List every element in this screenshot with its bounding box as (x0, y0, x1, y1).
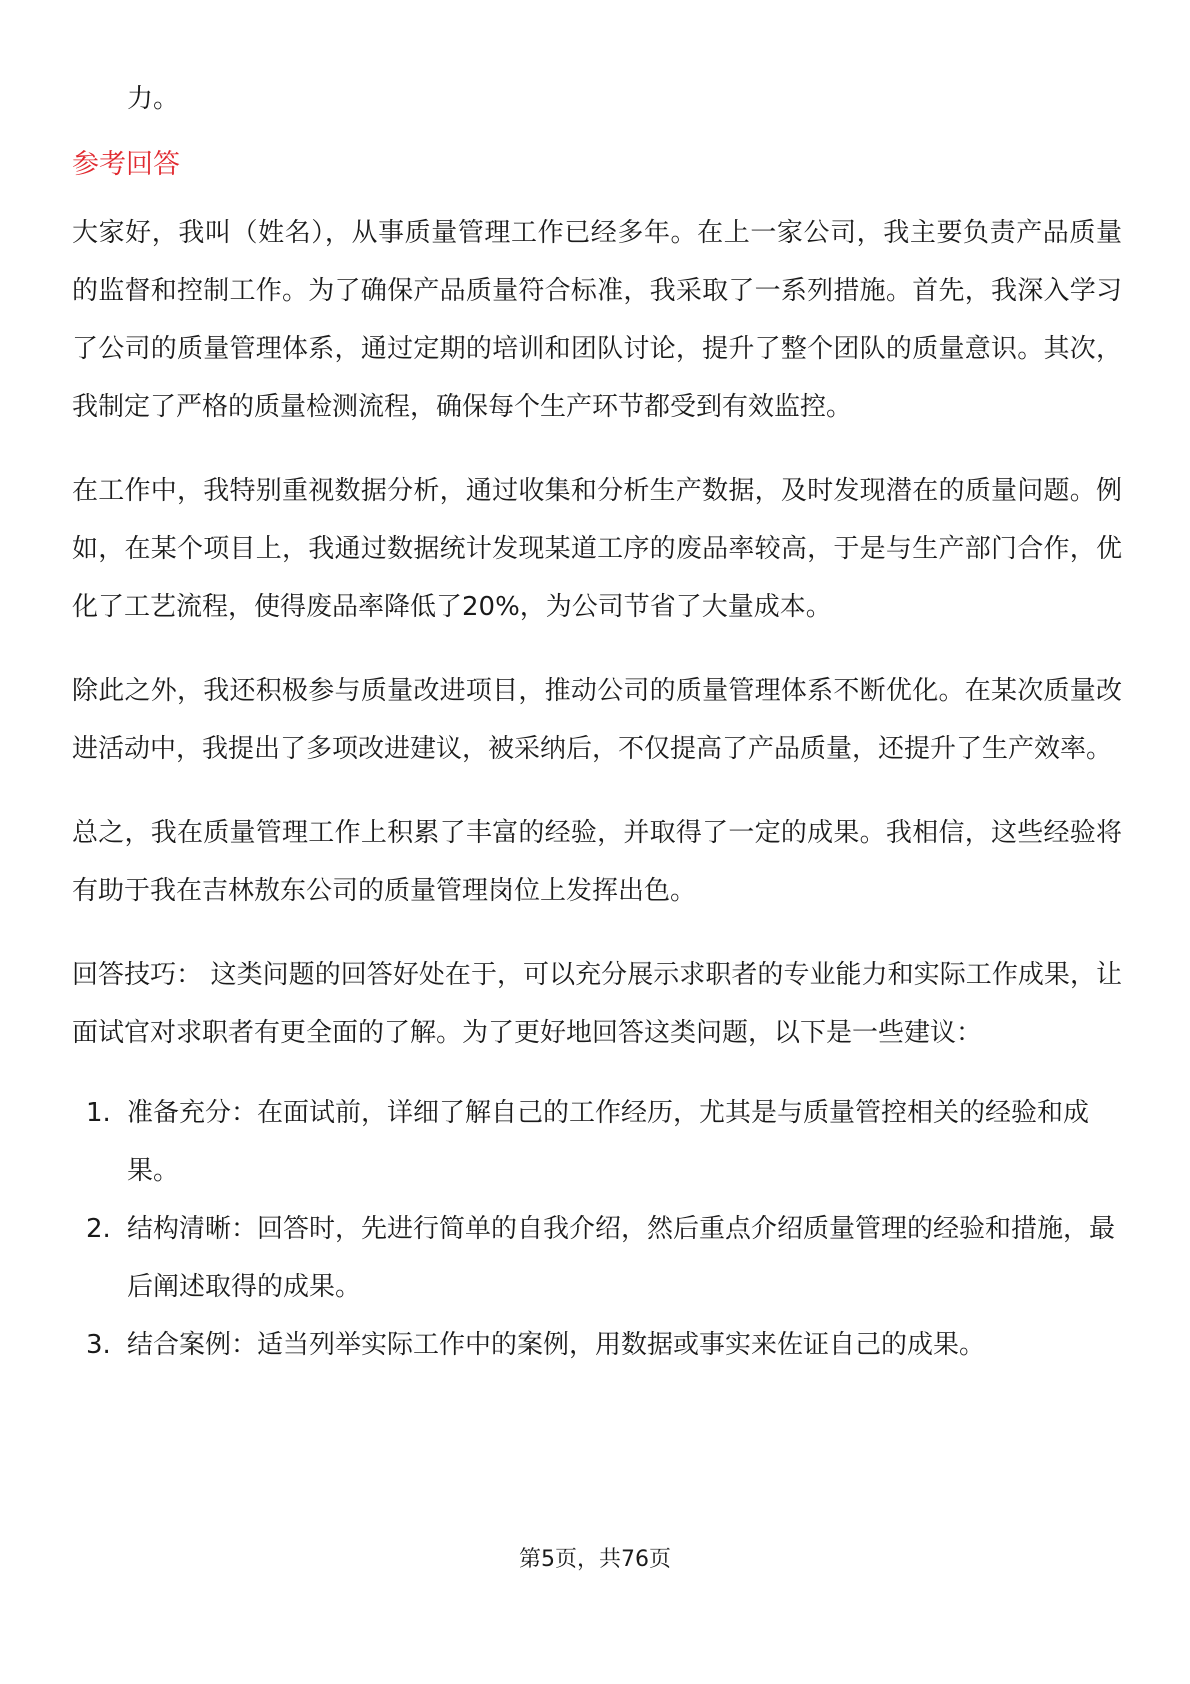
list-number: 1. (86, 1098, 111, 1128)
tips-list (72, 1084, 1122, 1374)
paragraph: 除此之外，我还积极参与质量改进项目，推动公司的质量管理体系不断优化。在某次质量改进活动中，我提出了多项改进建议，被采纳后，不仅提高了产品质量，还提升了生产效率。 (72, 676, 1122, 764)
list-item (72, 1316, 1122, 1374)
list-item-text: 结合案例：适当列举实际工作中的案例，用数据或事实来佐证自己的成果。 (127, 1330, 986, 1360)
page-number-footer: 第5页，共76页 (519, 1547, 671, 1572)
list-number: 3. (86, 1330, 111, 1360)
paragraph: 在工作中，我特别重视数据分析，通过收集和分析生产数据，及时发现潜在的质量问题。例如，在某个项目上，我通过数据统计发现某道工序的废品率较高，于是与生产部门合作，优化了工艺流程，使得废品率降低了20%，为公司节省了大量成本。 (72, 476, 1122, 622)
paragraph: 总之，我在质量管理工作上积累了丰富的经验，并取得了一定的成果。我相信，这些经验将有助于我在吉林敖东公司的质量管理岗位上发挥出色。 (72, 818, 1122, 906)
list-number: 2. (86, 1214, 111, 1244)
list-item-text: 结构清晰：回答时，先进行简单的自我介绍，然后重点介绍质量管理的经验和措施，最后阐述取得的成果。 (127, 1214, 1116, 1302)
section-title: 参考回答 (72, 149, 180, 180)
paragraph: 大家好，我叫（姓名），从事质量管理工作已经多年。在上一家公司，我主要负责产品质量的监督和控制工作。为了确保产品质量符合标准，我采取了一系列措施。首先，我深入学习了公司的质量管理体系，通过定期的培训和团队讨论，提升了整个团队的质量意识。其次，我制定了严格的质量检测流程，确保每个生产环节都受到有效监控。 (72, 218, 1122, 422)
continuation-text: 力。 (127, 84, 180, 114)
list-item-text: 准备充分：在面试前，详细了解自己的工作经历，尤其是与质量管控相关的经验和成果。 (127, 1098, 1090, 1186)
answer-tips-paragraph: 回答技巧： 这类问题的回答好处在于，可以充分展示求职者的专业能力和实际工作成果，让面试官对求职者有更全面的了解。为了更好地回答这类问题，以下是一些建议： (72, 960, 1122, 1048)
document-page (72, 70, 1122, 1374)
list-item (72, 1084, 1122, 1200)
list-item (72, 1200, 1122, 1316)
